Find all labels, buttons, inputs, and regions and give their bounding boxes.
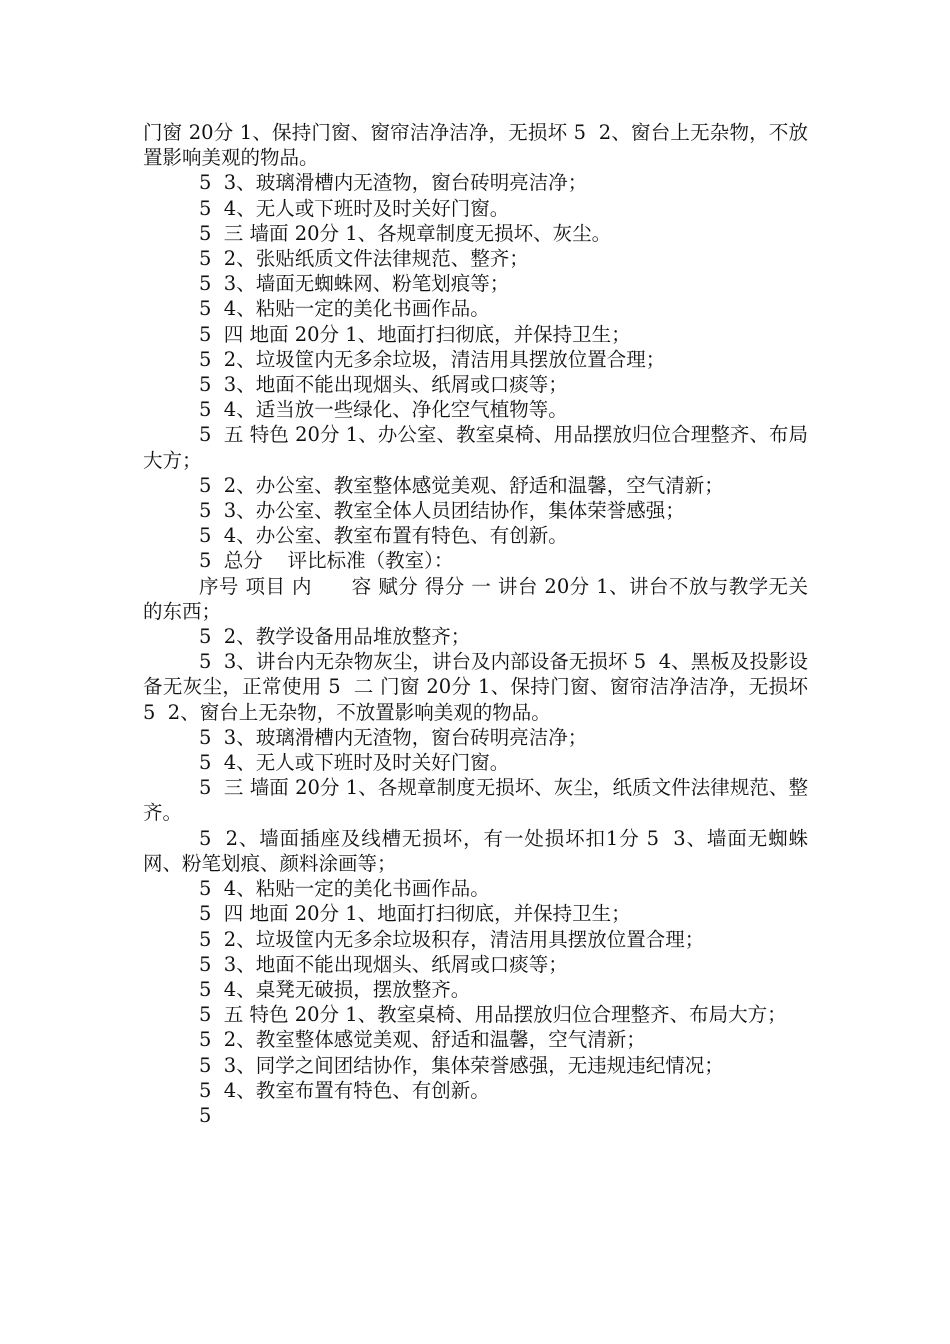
paragraph: 5 4、无人或下班时及时关好门窗。 xyxy=(199,751,510,775)
paragraph: 5 4、粘贴一定的美化书画作品。 xyxy=(199,297,490,321)
paragraph: 5 总分 评比标准（教室）： xyxy=(199,549,454,573)
paragraph: 5 4、办公室、教室布置有特色、有创新。 xyxy=(199,524,568,548)
paragraph: 5 五 特色 20分 1、办公室、教室桌椅、用品摆放归位合理整齐、布局大方； xyxy=(143,423,808,472)
paragraph: 5 四 地面 20分 1、地面打扫彻底，并保持卫生； xyxy=(199,322,631,346)
paragraph: 5 2、墙面插座及线槽无损坏，有一处损坏扣1分 5 3、墙面无蜘蛛网、粉笔划痕、颜料涂画等； xyxy=(143,826,808,875)
paragraph: 5 三 墙面 20分 1、各规章制度无损坏、灰尘。 xyxy=(199,221,612,245)
paragraph: 门窗 20分 1、保持门窗、窗帘洁净洁净，无损坏 5 2、窗台上无杂物，不放置影响美观的物品。 xyxy=(143,121,808,170)
paragraph: 5 三 墙面 20分 1、各规章制度无损坏、灰尘，纸质文件法律规范、整齐。 xyxy=(143,776,808,825)
paragraph: 5 四 地面 20分 1、地面打扫彻底，并保持卫生； xyxy=(199,902,631,926)
paragraph: 5 3、办公室、教室全体人员团结协作，集体荣誉感强； xyxy=(199,499,685,523)
paragraph: 5 3、玻璃滑槽内无渣物，窗台砖明亮洁净； xyxy=(199,171,588,195)
paragraph: 5 2、张贴纸质文件法律规范、整齐； xyxy=(199,247,529,271)
paragraph: 5 2、垃圾筐内无多余垃圾，清洁用具摆放位置合理； xyxy=(199,347,666,371)
paragraph: 5 3、同学之间团结协作，集体荣誉感强，无违规违纪情况； xyxy=(199,1053,724,1077)
paragraph: 5 3、讲台内无杂物灰尘，讲台及内部设备无损坏 5 4、黑板及投影设备无灰尘，正常使用 5 二 门窗 20分 1、保持门窗、窗帘洁净洁净，无损坏 5 2、窗台上无杂物，不放置影响美观的物品。 xyxy=(143,650,815,724)
paragraph: 5 2、教学设备用品堆放整齐； xyxy=(199,625,471,649)
paragraph: 5 4、无人或下班时及时关好门窗。 xyxy=(199,196,510,220)
paragraph: 5 3、玻璃滑槽内无渣物，窗台砖明亮洁净； xyxy=(199,725,588,749)
paragraph: 5 3、地面不能出现烟头、纸屑或口痰等； xyxy=(199,373,568,397)
paragraph: 5 3、墙面无蜘蛛网、粉笔划痕等； xyxy=(199,272,510,296)
paragraph: 5 xyxy=(199,1103,212,1127)
document-page xyxy=(143,120,815,1128)
paragraph: 5 4、教室布置有特色、有创新。 xyxy=(199,1078,490,1102)
paragraph: 5 2、垃圾筐内无多余垃圾积存，清洁用具摆放位置合理； xyxy=(199,927,705,951)
paragraph: 5 4、桌凳无破损，摆放整齐。 xyxy=(199,977,471,1001)
paragraph: 5 3、地面不能出现烟头、纸屑或口痰等； xyxy=(199,952,568,976)
paragraph: 5 4、粘贴一定的美化书画作品。 xyxy=(199,877,490,901)
paragraph: 5 4、适当放一些绿化、净化空气植物等。 xyxy=(199,398,568,422)
paragraph: 5 2、办公室、教室整体感觉美观、舒适和温馨，空气清新； xyxy=(199,473,724,497)
paragraph: 序号 项目 内 容 赋分 得分 一 讲台 20分 1、讲台不放与教学无关的东西； xyxy=(143,574,808,623)
paragraph: 5 2、教室整体感觉美观、舒适和温馨，空气清新； xyxy=(199,1028,646,1052)
paragraph: 5 五 特色 20分 1、教室桌椅、用品摆放归位合理整齐、布局大方； xyxy=(199,1003,787,1027)
